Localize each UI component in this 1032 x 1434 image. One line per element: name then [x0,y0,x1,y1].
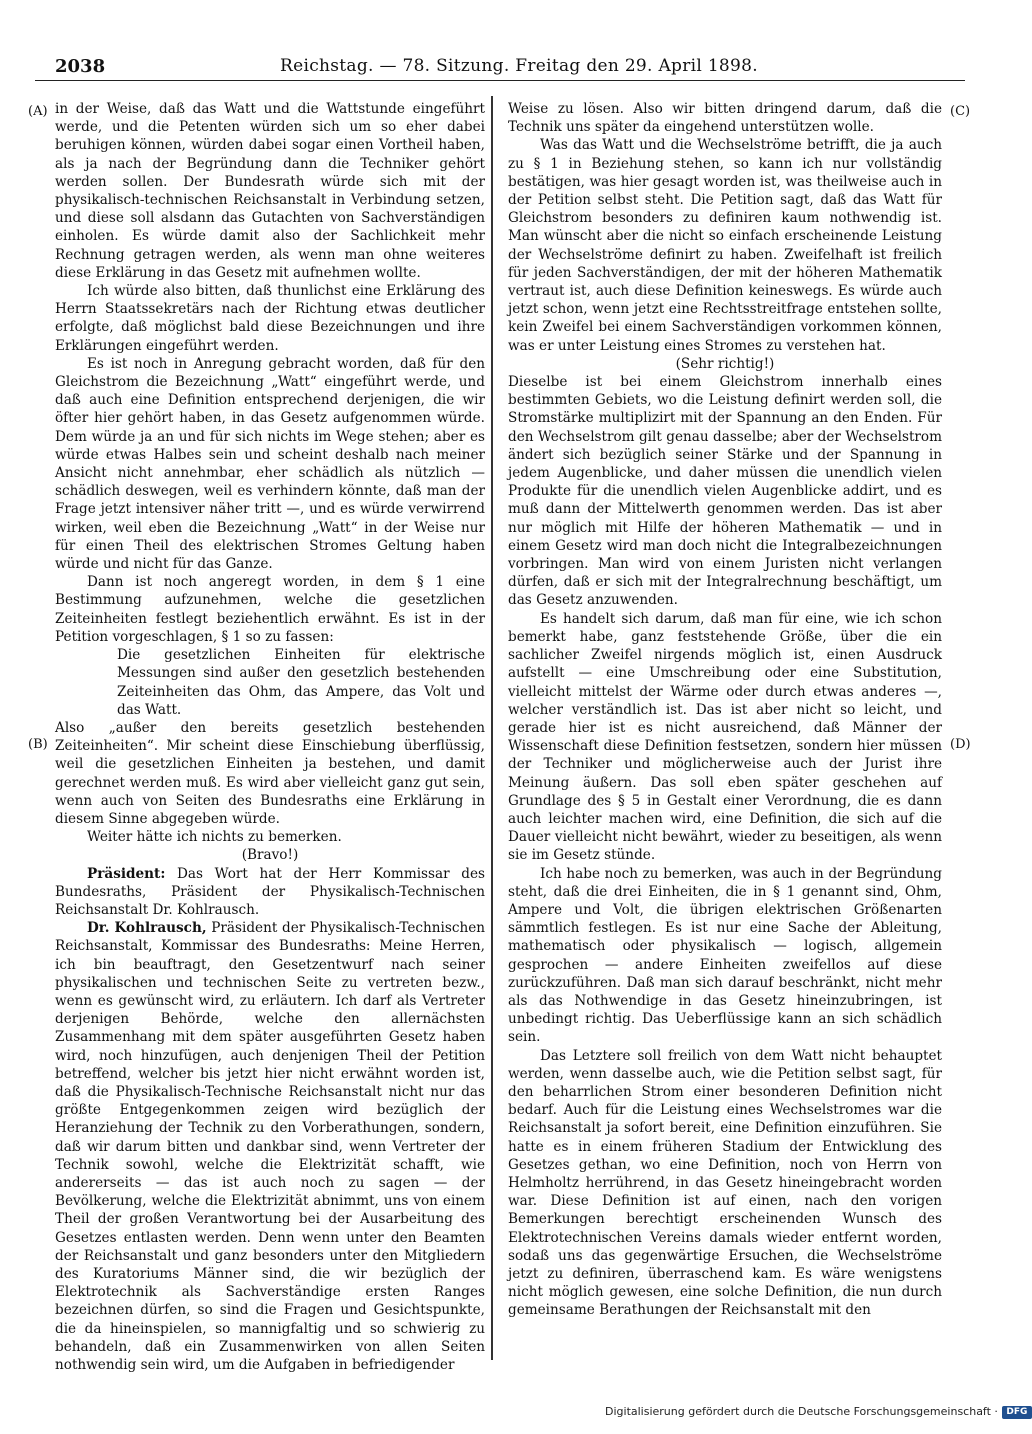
paragraph: Dieselbe ist bei einem Gleichstrom innerhalb eines bestimmten Gebiets, wo die Leistung definirt werden soll, die Stromstärke multiplizirt mit der Spannung an den Enden. Für den Wechselstrom gilt genau dasselbe; aber der Wechselstrom ändert sich bezüglich seiner Stärke und der Spannung in jedem Augenblicke, und daher müssen die unendlich vielen Produkte für die unendlich vielen Augenblicke addirt, und es muß dann der Mittelwerth genommen werden. Das ist aber nur möglich mit Hilfe der höheren Mathematik — und in einem Gesetz wird man doch nicht die Integralbezeichnungen vorbringen. Man wird von einem Juristen nicht verlangen dürfen, daß er sich mit der Integralrechnung beschäftigt, um das Gesetz anzuwenden. [508,374,942,609]
paragraph: Dann ist noch angeregt worden, in dem § 1 eine Bestimmung aufzunehmen, welche die gesetzlichen Zeiteinheiten festlegt beziehentlich erwähnt. Es ist in der Petition vorgeschlagen, § 1 so zu fassen: [55,574,485,645]
margin-mark-c: (C) [950,104,971,119]
margin-mark-b: (B) [28,737,48,752]
running-head: Reichstag. — 78. Sitzung. Freitag den 29. April 1898. [280,56,758,76]
dfg-logo-icon: DFG [1002,1406,1032,1419]
page-number: 2038 [55,56,106,77]
speech-text: Präsident der Physikalisch-Technischen Reichsanstalt, Kommissar des Bundesraths: Meine Herren, ich bin beauftragt, den Gesetzentwurf nach seiner physikalischen und technischen Seite zu vertreten bezw., wenn es gewünscht wird, zu erläutern. Ich darf als Vertreter derjenigen Behörde, welche den allernächsten Zusammenhang mit dem später ausgeführten Gesetz haben wird, noch hinzufügen, auch denjenigen Theil der Petition betreffend, welcher bis jetzt hier nicht erwähnt worden ist, daß die Physikalisch-Technische Reichsanstalt nicht nur das größte Entgegenkommen zeigen wird bezüglich der Heranziehung der Technik zu den Vorberathungen, sondern, daß wir darum bitten und dankbar sind, wenn Vertreter der Technik sowohl, welche die Elektrizität schafft, wie andererseits — das ist auch noch zu sagen — der Bevölkerung, welche die Elektrizität abnimmt, uns von einem Theil der großen Verantwortung bei der Ausarbeitung des Gesetzes entlasten werden. Denn wenn unter den Beamten der Reichsanstalt und ganz besonders unter den Mitgliedern des Kuratoriums Männer sind, die wir bezüglich der Elektrotechnik als Sachverständige ersten Ranges bezeichnen dürfen, so sind die Fragen und Gesichtspunkte, die da hineinspielen, so mannigfaltig und so schwierig zu behandeln, daß ein Zusammenwirken von allen Seiten nothwendig sein wird, um die Aufgaben in befriedigender [55,920,486,1374]
paragraph: Weise zu lösen. Also wir bitten dringend darum, daß die Technik uns später da eingehend unterstützen wolle. [508,101,942,136]
speaker-name: Präsident: [87,865,166,882]
paragraph: Es handelt sich darum, daß man für eine, wie ich schon bemerkt habe, ganz feststehende Größe, über die ein sachlicher Zweifel nirgends möglich ist, einen Ausdruck aufstellt — eine Umschreibung oder eine Substitution, vielleicht mittelst der Wärme oder durch etwas anderes —, welcher verständlich ist. Das ist aber nicht so leicht, und gerade hier ist es nicht ausreichend, daß Männer der Wissenschaft diese Definition festsetzen, sondern hier müssen der Techniker und möglicherweise auch der Jurist ihre Meinung äußern. Das soll eben später geschehen auf Grundlage des § 5 in Gestalt einer Verordnung, die es dann auch leichter machen wird, eine Definition, die sich auf die Dauer vielleicht nicht bewährt, wieder zu beseitigen, als wenn sie im Gesetz stünde. [508,610,942,864]
quoted-proposal: Die gesetzlichen Einheiten für elektrische Messungen sind außer den gesetzlich bestehenden Zeiteinheiten das Ohm, das Ampere, das Volt und das Watt. [117,647,485,718]
margin-mark-a: (A) [28,104,48,119]
paragraph: Es ist noch in Anregung gebracht worden, daß für den Gleichstrom die Bezeichnung „Watt“ eingeführt werde, und daß auch eine Definition entsprechend derjenigen, die wir öfter hier gehört haben, in das Gesetz aufgenommen würde. Dem würde ja an und für sich nichts im Wege stehen; aber es würde etwas Halbes sein und scheint deshalb nach meiner Ansicht nicht annehmbar, eher schädlich als nützlich — schädlich deswegen, weil es verhindern könnte, daß man der Frage jetzt intensiver näher tritt —, und es würde verwirrend wirken, weil eben die Bezeichnung „Watt“ in der Weise nur für einen Theil des elektrischen Stromes Geltung haben würde und nicht für das Ganze. [55,355,485,573]
interjection: (Bravo!) [241,847,299,864]
paragraph: Weiter hätte ich nichts zu bemerken. [87,829,342,846]
column-divider [491,96,493,1360]
interjection: (Sehr richtig!) [675,355,775,372]
digitization-credit [605,1405,1032,1419]
speech-text: Das Wort hat der Herr Kommissar des Bundesraths, Präsident der Physikalisch-Technischen Reichsanstalt Dr. Kohlrausch. [55,865,485,918]
paragraph: Ich würde also bitten, daß thunlichst eine Erklärung des Herrn Staatssekretärs nach der Richtung etwas deutlicher erfolgte, daß möglichst bald diese Bezeichnungen und ihre Erklärungen eingeführt werden. [55,283,485,354]
paragraph: Das Letztere soll freilich von dem Watt nicht behauptet werden, wenn dasselbe auch, wie die Petition selbst sagt, für den beharrlichen Strom einer besonderen Definition nicht bedarf. Auch für die Leistung eines Wechselstromes war die Reichsanstalt ja sofort bereit, eine Definition einzuführen. Sie hatte es in einem früheren Stadium der Entwicklung des Gesetzes gethan, wo eine Definition, noch von Herrn von Helmholtz herrührend, in das Gesetz hineingebracht worden war. Diese Definition ist auf einen, nach den vorigen Bemerkungen berechtigt erscheinenden Wunsch des Elektrotechnischen Vereins damals wieder entfernt worden, sodaß uns das gegenwärtige Ersuchen, die Wechselströme jetzt zu definiren, überraschend kam. Es wäre wenigstens nicht möglich gewesen, eine solche Definition, die nun durch gemeinsame Berathungen der Reichsanstalt mit den [508,1047,942,1319]
speaker-paragraph [55,919,485,1374]
paragraph: Ich habe noch zu bemerken, was auch in der Begründung steht, daß die drei Einheiten, die in § 1 genannt sind, Ohm, Ampere und Volt, die übrigen elektrischen Größenarten sämmtlich festlegen. Es ist nur eine Sache der Ableitung, mathematisch oder physikalisch — logisch, allgemein gesprochen — andere Einheiten zweifellos auf diese zurückzuführen. Daß man sich darauf beschränkt, nicht mehr als das Nothwendige in das Gesetz hineinzubringen, ist unbedingt richtig. Das Ueberflüssige kann an sich schädlich sein. [508,865,942,1046]
speaker-name: Dr. Kohlrausch, [87,920,207,937]
speaker-paragraph [55,865,485,920]
left-column [55,100,485,1374]
right-column [508,100,942,1320]
credit-text: Digitalisierung gefördert durch die Deutsche Forschungsgemeinschaft · [605,1405,998,1418]
margin-mark-d: (D) [950,737,971,752]
page-header [35,56,965,81]
paragraph: in der Weise, daß das Watt und die Wattstunde eingeführt werde, und die Petenten würden sich um so eher dabei beruhigen können, würden dabei sogar einen Vortheil haben, als ja nach der Begründung dann die Techniker gehört werden sollen. Der Bundesrath würde sich mit der physikalisch-technischen Reichsanstalt in Verbindung setzen, und diese soll alsdann das Gutachten von Sachverständigen einholen. Es würde damit also der Sachlichkeit mehr Rechnung getragen werden, als wenn man ohne weiteres diese Erklärung in das Gesetz mit aufnehmen wollte. [55,101,485,281]
paragraph: Was das Watt und die Wechselströme betrifft, die ja auch zu § 1 in Beziehung stehen, so kann ich nur vollständig bestätigen, was hier gesagt worden ist, was theilweise auch in der Petition selbst steht. Die Petition sagt, daß das Watt für Gleichstrom besonders zu definiren kaum nothwendig ist. Man wünscht aber die nicht so einfach erscheinende Leistung der Wechselströme definirt zu haben. Zweifelhaft ist freilich für jeden Sachverständigen, der mit der höheren Mathematik vertraut ist, auch diese Definition keineswegs. Es würde auch jetzt schon, wenn jetzt eine Rechtsstreitfrage entstehen sollte, kein Zweifel bei einem Sachverständigen vorkommen können, was er unter Leistung eines Stromes zu verstehen hat. [508,137,942,354]
paragraph: Also „außer den bereits gesetzlich bestehenden Zeiteinheiten“. Mir scheint diese Einschiebung überflüssig, weil die gesetzlichen Einheiten ja bestehen, und damit gerechnet werden muß. Es wird aber vielleicht ganz gut sein, wenn auch von Seiten des Bundesraths eine Erklärung in diesem Sinne abgegeben würde. [55,719,485,827]
